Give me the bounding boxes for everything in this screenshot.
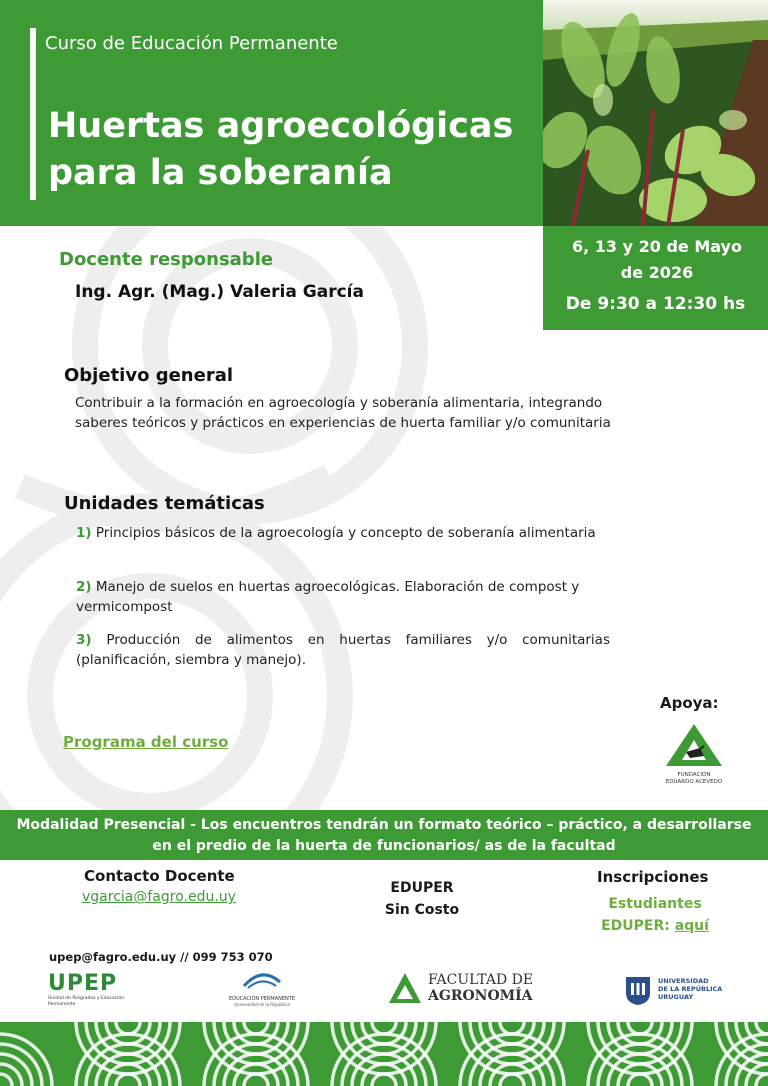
footer-arc — [116, 1074, 140, 1086]
unidad-text-1: Principios básicos de la agroecología y concepto de soberanía alimentaria — [95, 525, 596, 541]
footer-pattern-decoration — [0, 1022, 768, 1086]
costo-info — [372, 877, 472, 921]
unidad-number-3: 3) — [76, 632, 92, 648]
upep-logo-text: UPEP — [48, 971, 118, 996]
educacion-permanente-sub: Universidad de la República — [234, 1002, 290, 1007]
footer-arc — [756, 1074, 768, 1086]
course-dates-line2: de 2026 — [620, 263, 694, 282]
unidad-number-2: 2) — [76, 579, 92, 595]
header-accent-bar — [30, 28, 36, 200]
docente-name: Ing. Agr. (Mag.) Valeria García — [75, 282, 364, 302]
objetivo-line2: saberes teóricos y prácticos en experiencias de huerta familiar y/o comunitaria — [75, 415, 611, 431]
unidad-item-1 — [76, 523, 610, 543]
modalidad-banner — [0, 810, 768, 860]
background-circles-decoration — [0, 226, 560, 816]
footer-arc — [244, 1074, 268, 1086]
footer-arc — [500, 1022, 524, 1034]
footer-pattern-band — [0, 1022, 768, 1086]
costo-line2: Sin Costo — [384, 902, 460, 918]
fea-logo-line1: FUNDACIÓN — [677, 772, 711, 778]
objetivo-line1: Contribuir a la formación en agroecología y soberanía alimentaria, integrando — [75, 395, 603, 411]
apoya-label: Apoya: — [660, 694, 719, 712]
fea-mark-icon — [660, 722, 728, 768]
footer-arc — [0, 1074, 12, 1086]
inscripciones-line1: Estudiantes — [608, 896, 702, 912]
unidad-text-2: Manejo de suelos en huertas agroecológicas. Elaboración de compost y vermicompost — [76, 579, 580, 615]
inscripciones-line2: EDUPER: — [601, 918, 675, 934]
udelar-seal-icon — [624, 975, 652, 1005]
footer-arc — [244, 1022, 268, 1034]
course-title-line1: Huertas agroecológicas — [48, 106, 514, 146]
facultad-agronomia-mark-icon — [388, 972, 422, 1004]
udelar-line2: DE LA REPÚBLICA — [658, 985, 723, 993]
upep-logo-sub: Unidad de Posgrados y Educación Permanente — [48, 996, 125, 1007]
educacion-permanente-logo — [222, 970, 302, 1010]
footer-arc — [628, 1074, 652, 1086]
contacto-email-link[interactable]: vgarcia@fagro.edu.uy — [82, 889, 236, 905]
garden-photo — [543, 0, 768, 226]
inscripciones-title: Inscripciones — [597, 868, 709, 886]
inscripciones-info — [580, 893, 730, 937]
educacion-permanente-mark-icon — [240, 970, 284, 992]
docente-label: Docente responsable — [59, 249, 274, 270]
upep-logo — [48, 972, 138, 1012]
udelar-line1: UNIVERSIDAD — [658, 977, 709, 985]
unidad-text-3: Producción de alimentos en huertas familiares y/o comunitarias (planificación, siembra y manejo). — [76, 632, 610, 668]
course-hours: De 9:30 a 12:30 hs — [565, 294, 746, 314]
modalidad-line1: Modalidad Presencial - Los encuentros tendrán un formato teórico – práctico, a desarrollarse — [16, 817, 752, 833]
inscripciones-link[interactable]: aquí — [674, 918, 709, 934]
unidad-number-1: 1) — [76, 525, 92, 541]
facultad-line2: AGRONOMÍA — [428, 988, 533, 1004]
unidad-item-2 — [76, 577, 610, 617]
course-type-label: Curso de Educación Permanente — [45, 33, 338, 54]
footer-arc — [372, 1074, 396, 1086]
upep-contact: upep@fagro.edu.uy // 099 753 070 — [49, 950, 273, 964]
contacto-title: Contacto Docente — [84, 867, 235, 885]
footer-arc — [116, 1022, 140, 1034]
course-title-line2: para la soberanía — [48, 153, 393, 193]
programa-link[interactable]: Programa del curso — [63, 733, 229, 751]
fea-logo-line2: EDUARDO ACEVEDO — [665, 779, 723, 785]
footer-arc — [756, 1022, 768, 1034]
header-banner — [0, 0, 543, 226]
educacion-permanente-text: EDUCACIÓN PERMANENTE — [229, 996, 295, 1002]
udelar-logo — [624, 975, 734, 1007]
unidad-item-3 — [76, 630, 610, 670]
unidades-title: Unidades temáticas — [64, 493, 265, 514]
footer-arc — [628, 1022, 652, 1034]
footer-arc — [372, 1022, 396, 1034]
schedule-box — [543, 226, 768, 330]
objetivo-title: Objetivo general — [64, 365, 234, 386]
facultad-line1: FACULTAD DE — [428, 972, 534, 988]
costo-line1: EDUPER — [390, 880, 454, 896]
course-title — [48, 103, 538, 197]
course-dates-line1: 6, 13 y 20 de Mayo — [572, 237, 742, 256]
footer-arc — [500, 1074, 524, 1086]
modalidad-line2: en el predio de la huerta de funcionarios/ as de la facultad — [152, 838, 616, 854]
objetivo-text — [75, 393, 655, 433]
course-dates — [557, 234, 757, 286]
udelar-line3: URUGUAY — [658, 993, 694, 1001]
fundacion-eduardo-acevedo-logo — [660, 722, 728, 792]
facultad-agronomia-logo — [388, 972, 548, 1006]
